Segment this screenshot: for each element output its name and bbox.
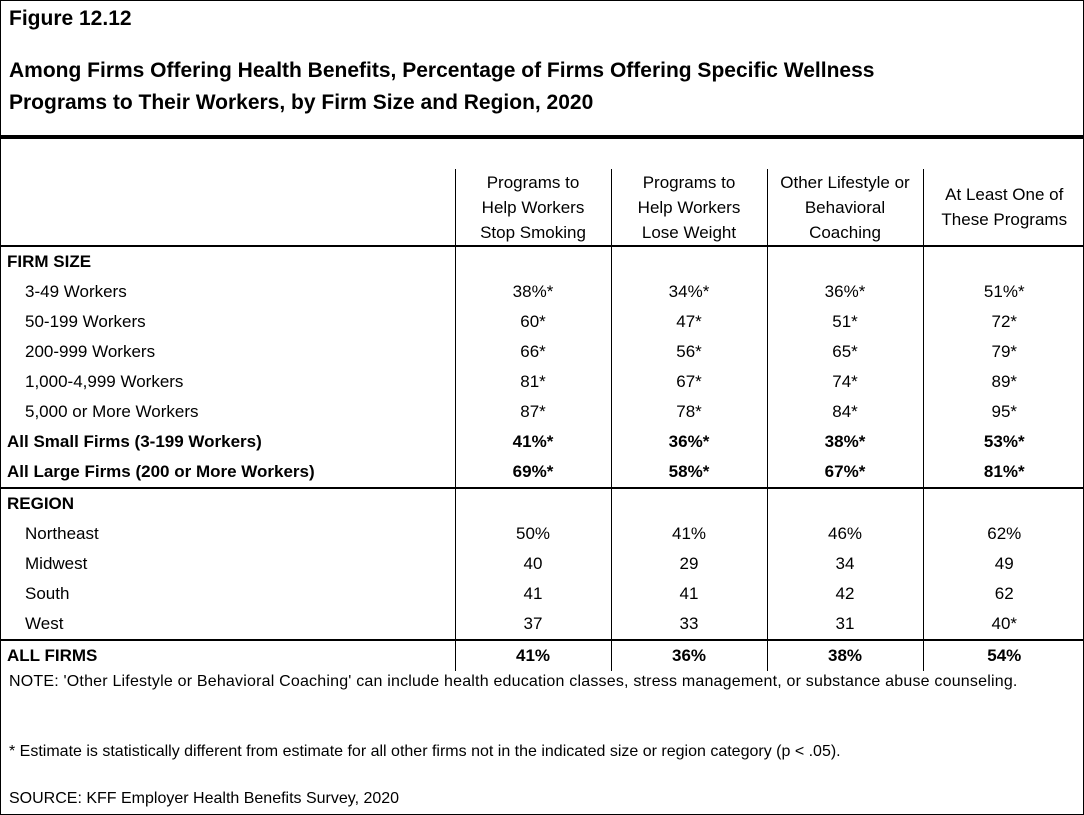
table-cell: 53%* (923, 427, 1084, 457)
significance-footnote: * Estimate is statistically different from estimate for all other firms not in the indicated size or region category (p < .05). (9, 743, 841, 760)
table-cell (455, 488, 611, 519)
header-row (1, 169, 1084, 246)
table-cell: 74* (767, 367, 923, 397)
figure-title (9, 55, 1009, 119)
table-cell: 47* (611, 307, 767, 337)
table-cell (611, 246, 767, 277)
table-cell (611, 488, 767, 519)
table-cell: 36%* (767, 277, 923, 307)
table-cell: 34%* (611, 277, 767, 307)
table-cell (923, 246, 1084, 277)
section-row-region (1, 488, 1084, 519)
table-cell: 36% (611, 640, 767, 671)
row-label: 200-999 Workers (25, 342, 156, 361)
table-cell: 81%* (923, 457, 1084, 488)
table-cell: 40* (923, 609, 1084, 640)
table-cell: 81* (455, 367, 611, 397)
col-header-line: Lose Weight (641, 222, 737, 242)
col-header-lose-weight (611, 169, 767, 246)
wellness-programs-table (1, 169, 1084, 671)
row-label: 1,000-4,999 Workers (25, 372, 184, 391)
col-header-line: Stop Smoking (480, 222, 586, 242)
table-cell: 66* (455, 337, 611, 367)
table-cell: 42 (767, 579, 923, 609)
table-cell (767, 246, 923, 277)
table-cell: 38%* (455, 277, 611, 307)
table-cell: 67* (611, 367, 767, 397)
row-label: 50-199 Workers (25, 312, 146, 331)
table-cell: 58%* (611, 457, 767, 488)
table-row (1, 277, 1084, 307)
table-row (1, 397, 1084, 427)
table-row (1, 307, 1084, 337)
table-cell: 40 (455, 549, 611, 579)
col-header-line: Behavioral (804, 197, 886, 217)
title-line-1: Among Firms Offering Health Benefits, Percentage of Firms Offering Specific Wellness (9, 59, 875, 82)
table-cell: 49 (923, 549, 1084, 579)
title-divider (1, 135, 1084, 139)
table-cell: 41 (611, 579, 767, 609)
header-blank-cell (1, 169, 455, 246)
table-cell: 29 (611, 549, 767, 579)
col-header-line: At Least One of (945, 185, 1064, 204)
row-label: 5,000 or More Workers (25, 402, 199, 421)
figure-label: Figure 12.12 (9, 7, 132, 30)
table-row (1, 337, 1084, 367)
table-row (1, 609, 1084, 640)
row-label: Midwest (25, 554, 88, 573)
table-cell: 95* (923, 397, 1084, 427)
table-row (1, 519, 1084, 549)
table-cell: 87* (455, 397, 611, 427)
table-cell: 41% (611, 519, 767, 549)
table-cell: 41%* (455, 427, 611, 457)
table-cell: 78* (611, 397, 767, 427)
table-cell: 41% (455, 640, 611, 671)
col-header-line: Programs to (486, 172, 580, 192)
col-header-coaching (767, 169, 923, 246)
table-cell: 38%* (767, 427, 923, 457)
table-row-all-large-firms (1, 457, 1084, 488)
table-cell: 69%* (455, 457, 611, 488)
table-cell: 62 (923, 579, 1084, 609)
table-cell: 46% (767, 519, 923, 549)
row-label: ALL FIRMS (7, 646, 98, 665)
table-cell: 31 (767, 609, 923, 640)
col-header-stop-smoking (455, 169, 611, 246)
table-row (1, 579, 1084, 609)
table-row-all-firms (1, 640, 1084, 671)
table-cell: 33 (611, 609, 767, 640)
table-cell: 51%* (923, 277, 1084, 307)
table-cell: 41 (455, 579, 611, 609)
col-header-line: Coaching (809, 222, 881, 242)
col-header-line: Help Workers (481, 197, 585, 217)
table-cell: 84* (767, 397, 923, 427)
col-header-at-least-one (923, 169, 1084, 246)
title-line-2: Programs to Their Workers, by Firm Size and Region, 2020 (9, 91, 594, 114)
col-header-line: Programs to (642, 172, 736, 192)
row-label: REGION (7, 494, 75, 513)
table-note: NOTE: 'Other Lifestyle or Behavioral Coaching' can include health education classes, stress management, or substance abuse counseling. (9, 673, 1018, 690)
table-cell: 60* (455, 307, 611, 337)
table-row (1, 367, 1084, 397)
table-cell: 89* (923, 367, 1084, 397)
table-row (1, 549, 1084, 579)
row-label: 3-49 Workers (25, 282, 127, 301)
row-label: FIRM SIZE (7, 252, 92, 271)
row-label: All Small Firms (3-199 Workers) (7, 432, 262, 451)
table-row-all-small-firms (1, 427, 1084, 457)
table-cell: 72* (923, 307, 1084, 337)
row-label: Northeast (25, 524, 99, 543)
table-cell: 79* (923, 337, 1084, 367)
col-header-line: Other Lifestyle or (780, 172, 910, 192)
table-cell: 54% (923, 640, 1084, 671)
col-header-line: These Programs (941, 210, 1068, 229)
table-cell: 51* (767, 307, 923, 337)
col-header-line: Help Workers (637, 197, 741, 217)
table-cell (455, 246, 611, 277)
row-label: South (25, 584, 70, 603)
table-cell (767, 488, 923, 519)
table-cell: 37 (455, 609, 611, 640)
source-line: SOURCE: KFF Employer Health Benefits Survey, 2020 (9, 790, 400, 807)
table-cell: 38% (767, 640, 923, 671)
row-label: West (1, 609, 455, 640)
table-cell: 36%* (611, 427, 767, 457)
table-cell: 34 (767, 549, 923, 579)
row-label: All Large Firms (200 or More Workers) (1, 457, 455, 488)
table-cell: 62% (923, 519, 1084, 549)
table-cell: 50% (455, 519, 611, 549)
table-cell: 67%* (767, 457, 923, 488)
table-cell: 56* (611, 337, 767, 367)
table-cell: 65* (767, 337, 923, 367)
table-cell (923, 488, 1084, 519)
section-row-firm-size (1, 246, 1084, 277)
